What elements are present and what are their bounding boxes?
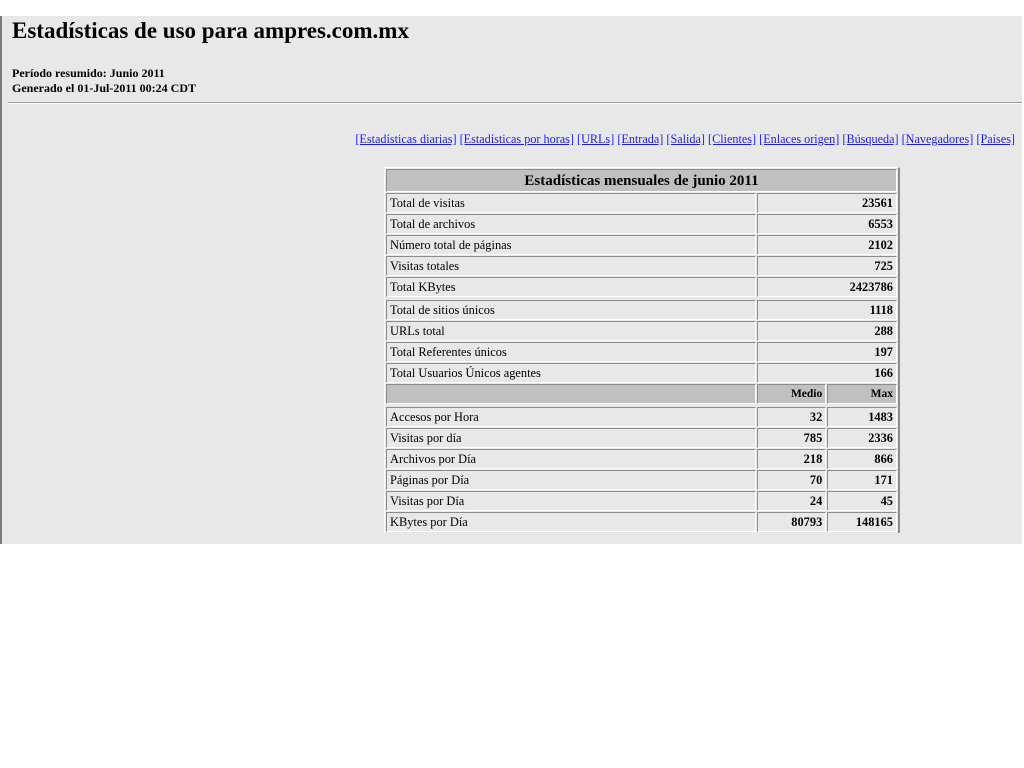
table-row: [386, 214, 897, 234]
row-value: 2102: [757, 235, 897, 255]
table-row: [386, 363, 897, 383]
row-max: 171: [827, 470, 897, 490]
row-label: Total KBytes: [386, 277, 756, 297]
row-value: 6553: [757, 214, 897, 234]
table-row: [386, 256, 897, 276]
browser-viewport: [0, 16, 1022, 544]
row-label: Total Usuarios Únicos agentes: [386, 363, 756, 383]
table-row: [386, 449, 897, 469]
row-label: Archivos por Día: [386, 449, 756, 469]
nav-link-hourly-stats[interactable]: [Estadísticas por horas]: [459, 132, 574, 146]
table-row: [386, 321, 897, 341]
row-avg: 785: [757, 428, 827, 448]
row-max: 148165: [827, 512, 897, 532]
nav-link-exit[interactable]: [Salida]: [666, 132, 705, 146]
row-label: Páginas por Día: [386, 470, 756, 490]
page-title: Estadísticas de uso para ampres.com.mx: [12, 18, 409, 43]
nav-link-search[interactable]: [Búsqueda]: [842, 132, 899, 146]
row-avg: 32: [757, 407, 827, 427]
spacer-cell: [386, 298, 897, 299]
row-max: 1483: [827, 407, 897, 427]
nav-link-daily-stats[interactable]: [Estadísticas diarias]: [355, 132, 457, 146]
row-label: Accesos por Hora: [386, 407, 756, 427]
table-row: [386, 235, 897, 255]
monthly-stats-table: [384, 167, 900, 533]
table-row: [386, 300, 897, 320]
generated-date: Generado el 01-Jul-2011 00:24 CDT: [12, 81, 196, 95]
table-row: [386, 512, 897, 532]
section-spacer: [386, 298, 897, 299]
row-max: 45: [827, 491, 897, 511]
row-value: 23561: [757, 193, 897, 213]
nav-link-urls[interactable]: [URLs]: [577, 132, 615, 146]
averages-header-row: [386, 384, 897, 404]
table-row: [386, 428, 897, 448]
nav-link-entry[interactable]: [Entrada]: [617, 132, 664, 146]
table-caption-row: [386, 169, 897, 192]
header-divider: [8, 102, 1022, 104]
row-value: 2423786: [757, 277, 897, 297]
row-label: Visitas por día: [386, 428, 756, 448]
table-row: [386, 342, 897, 362]
spacer-cell: [386, 405, 897, 406]
table-row: [386, 193, 897, 213]
nav-link-countries[interactable]: [Países]: [976, 132, 1015, 146]
nav-link-clients[interactable]: [Clientes]: [708, 132, 757, 146]
row-avg: 80793: [757, 512, 827, 532]
summary-period: Período resumido: Junio 2011: [12, 66, 165, 80]
row-label: KBytes por Día: [386, 512, 756, 532]
column-header-avg: Medio: [757, 384, 827, 404]
section-spacer: [386, 405, 897, 406]
row-label: Visitas por Día: [386, 491, 756, 511]
row-label: Total de visitas: [386, 193, 756, 213]
row-max: 2336: [827, 428, 897, 448]
table-row: [386, 277, 897, 297]
row-value: 1118: [757, 300, 897, 320]
row-avg: 24: [757, 491, 827, 511]
row-avg: 218: [757, 449, 827, 469]
row-label: Total de sitios únicos: [386, 300, 756, 320]
row-max: 866: [827, 449, 897, 469]
row-value: 725: [757, 256, 897, 276]
row-value: 166: [757, 363, 897, 383]
row-label: URLs total: [386, 321, 756, 341]
table-row: [386, 470, 897, 490]
table-row: [386, 407, 897, 427]
row-value: 288: [757, 321, 897, 341]
row-avg: 70: [757, 470, 827, 490]
nav-link-referrers[interactable]: [Enlaces origen]: [759, 132, 840, 146]
nav-link-browsers[interactable]: [Navegadores]: [901, 132, 974, 146]
averages-header-blank: [386, 384, 756, 404]
report-nav-bar: [355, 132, 1015, 147]
row-label: Número total de páginas: [386, 235, 756, 255]
table-row: [386, 491, 897, 511]
row-label: Visitas totales: [386, 256, 756, 276]
table-caption: Estadísticas mensuales de junio 2011: [386, 169, 897, 192]
row-label: Total Referentes únicos: [386, 342, 756, 362]
row-value: 197: [757, 342, 897, 362]
column-header-max: Max: [827, 384, 897, 404]
row-label: Total de archivos: [386, 214, 756, 234]
